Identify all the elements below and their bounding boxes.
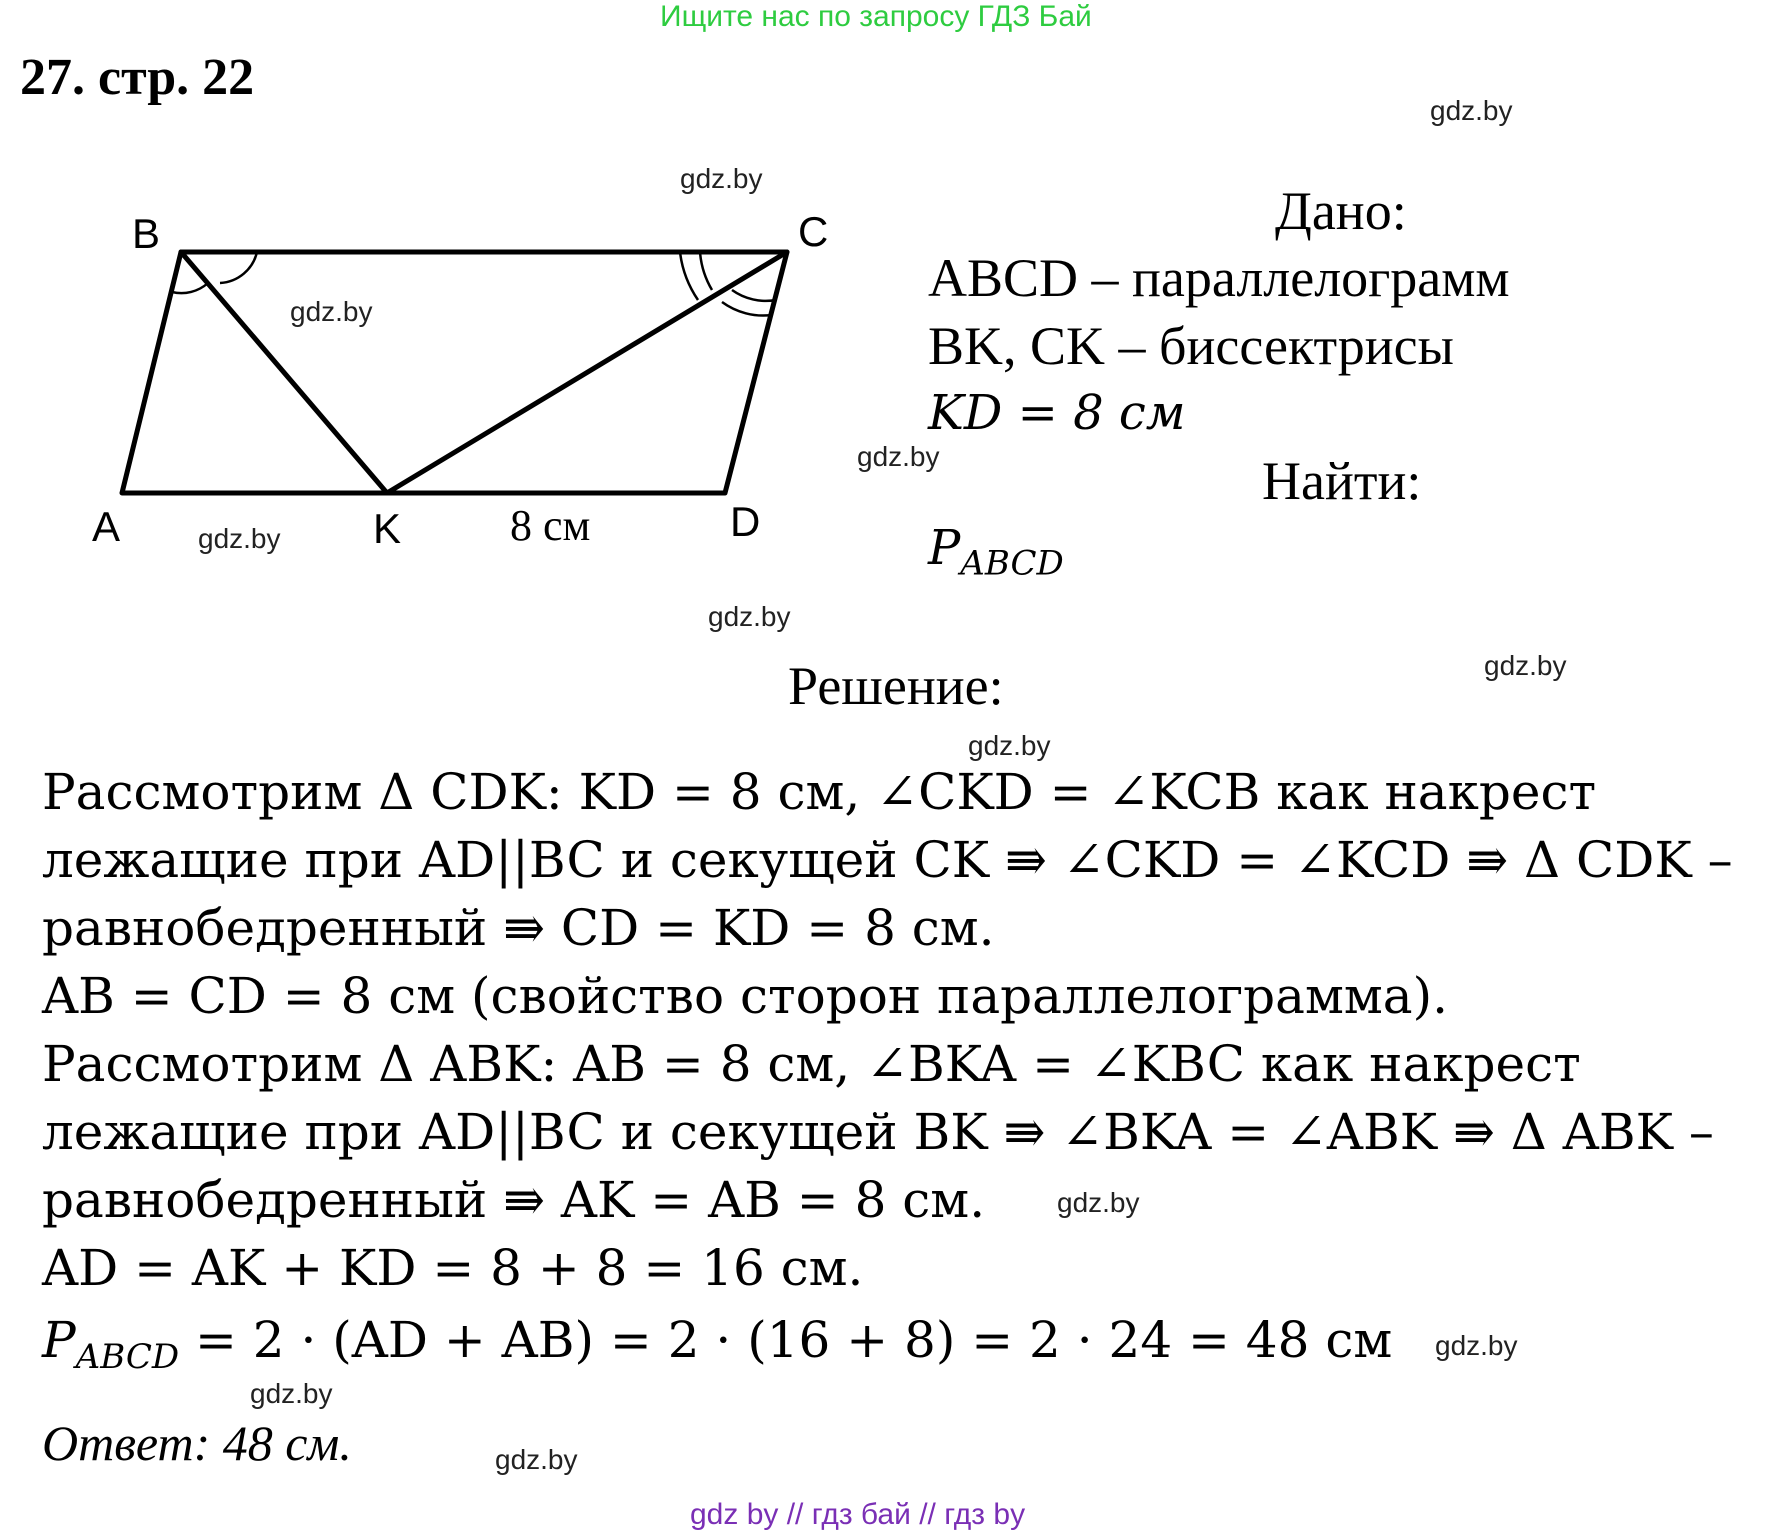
vertex-label-d: D <box>730 498 761 545</box>
watermark: gdz.by <box>1057 1187 1140 1218</box>
given-line-3: KD = 8 см <box>928 385 1186 441</box>
watermark: gdz.by <box>250 1378 333 1409</box>
given-line-2: BK, CK – биссектрисы <box>928 316 1454 376</box>
angle-arc-b-left <box>172 283 208 293</box>
parallelogram-abcd <box>122 252 787 493</box>
angle-arc-c-1 <box>680 252 698 300</box>
solution-line-7: равнобедренный ⇛ AK = AB = 8 см. <box>42 1171 986 1229</box>
watermark: gdz.by <box>968 730 1051 761</box>
solution-line-2: лежащие при AD||BC и секущей CK ⇛ ∠CKD = ∠KCD ⇛ Δ CDK – <box>42 831 1733 889</box>
watermark: gdz.by <box>1435 1330 1518 1361</box>
perimeter-rest: = 2 · (AD + AB) = 2 · (16 + 8) = 2 · 24 = 48 см <box>179 1311 1393 1369</box>
search-banner: Ищите нас по запросу ГДЗ Бай <box>660 0 1092 33</box>
given-title: Дано: <box>1275 181 1407 241</box>
watermark: gdz.by <box>290 296 373 327</box>
angle-arc-c-2 <box>700 252 712 290</box>
perimeter-p: P <box>42 1311 76 1369</box>
segment-kd-label: 8 см <box>510 501 591 550</box>
find-perimeter-sub: ABCD <box>960 543 1064 584</box>
bisector-bk <box>181 252 387 493</box>
angle-arc-c-4 <box>732 290 776 301</box>
find-title: Найти: <box>1262 451 1422 511</box>
footer-links: gdz by // гдз бай // гдз by <box>690 1498 1026 1531</box>
angle-arc-b-right <box>220 252 257 283</box>
angle-arc-c-3 <box>722 302 772 316</box>
solution-perimeter <box>42 1306 1392 1391</box>
vertex-label-k: K <box>373 505 402 552</box>
solution-line-6: лежащие при AD||BC и секущей BK ⇛ ∠BKA = ∠ABK ⇛ Δ ABK – <box>42 1103 1714 1161</box>
vertex-label-b: B <box>132 210 161 257</box>
watermark: gdz.by <box>1484 650 1567 681</box>
answer: Ответ: 48 см. <box>42 1415 352 1471</box>
find-perimeter <box>928 520 1064 584</box>
solution-title: Решение: <box>788 656 1004 716</box>
vertex-label-a: A <box>92 503 121 550</box>
find-perimeter-p: P <box>928 520 961 576</box>
perimeter-sub: ABCD <box>75 1337 180 1377</box>
vertex-label-c: C <box>798 208 829 255</box>
solution-line-5: Рассмотрим Δ ABK: AB = 8 см, ∠BKA = ∠KBC как накрест <box>42 1035 1581 1093</box>
watermark: gdz.by <box>857 441 940 472</box>
watermark: gdz.by <box>708 601 791 632</box>
page-title: 27. стр. 22 <box>20 49 255 106</box>
watermark: gdz.by <box>1430 95 1513 126</box>
watermark: gdz.by <box>495 1444 578 1475</box>
solution-line-1: Рассмотрим Δ CDK: KD = 8 см, ∠CKD = ∠KCB как накрест <box>42 763 1597 821</box>
solution-line-8: AD = AK + KD = 8 + 8 = 16 см. <box>42 1239 864 1297</box>
given-line-1: ABCD – параллелограмм <box>928 248 1510 308</box>
watermark: gdz.by <box>198 523 281 554</box>
watermark: gdz.by <box>680 163 763 194</box>
solution-line-4: AB = CD = 8 см (свойство сторон параллелограмма). <box>42 967 1448 1025</box>
solution-line-3: равнобедренный ⇛ CD = KD = 8 см. <box>42 899 995 957</box>
bisector-ck <box>387 252 787 493</box>
